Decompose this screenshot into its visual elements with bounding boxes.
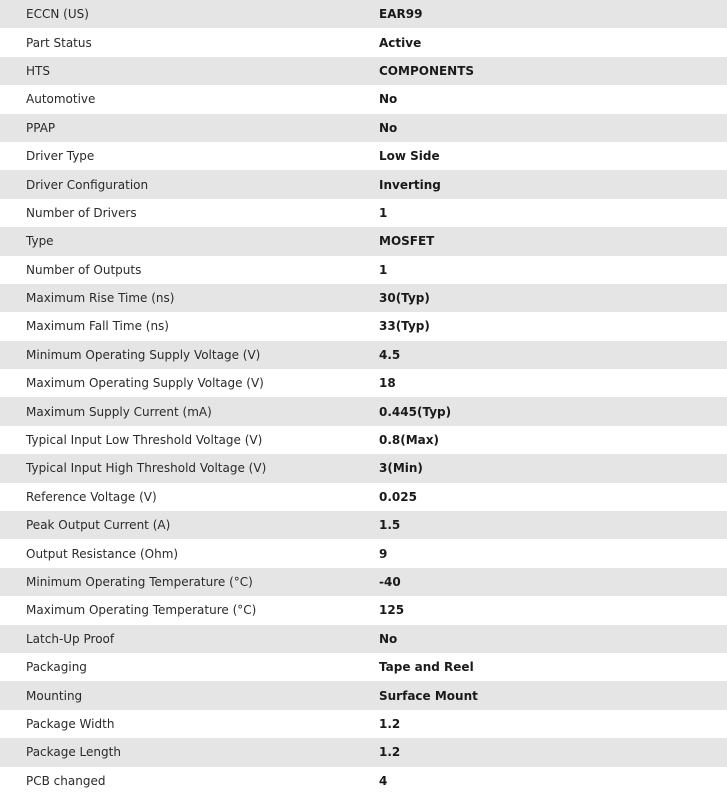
spec-row: [0, 312, 727, 340]
spec-label: Number of Drivers: [26, 205, 137, 220]
spec-label: Reference Voltage (V): [26, 489, 157, 504]
spec-label: Maximum Operating Supply Voltage (V): [26, 376, 264, 391]
spec-row: [0, 170, 727, 198]
spec-value: 125: [379, 603, 405, 618]
spec-label: Output Resistance (Ohm): [26, 546, 179, 561]
spec-label: Typical Input High Threshold Voltage (V): [26, 461, 267, 476]
spec-label: Number of Outputs: [26, 262, 142, 277]
spec-value: 33(Typ): [379, 319, 430, 334]
spec-value: 0.8(Max): [379, 433, 440, 448]
spec-row: [0, 397, 727, 425]
spec-value: 1.2: [379, 716, 401, 731]
spec-row: [0, 653, 727, 681]
spec-row: [0, 426, 727, 454]
spec-row: [0, 85, 727, 113]
spec-row: [0, 28, 727, 56]
spec-label: Driver Configuration: [26, 177, 149, 192]
spec-value: No: [379, 92, 398, 107]
spec-row: [0, 341, 727, 369]
spec-label: Peak Output Current (A): [26, 518, 171, 533]
spec-row: [0, 596, 727, 624]
spec-value: Active: [379, 35, 422, 50]
spec-label: Part Status: [26, 35, 92, 50]
spec-row: [0, 199, 727, 227]
spec-label: ECCN (US): [26, 7, 89, 22]
spec-value: COMPONENTS: [379, 63, 475, 78]
spec-value: No: [379, 120, 398, 135]
spec-value: 3(Min): [379, 461, 423, 476]
spec-value: Tape and Reel: [379, 660, 474, 675]
spec-value: 1: [379, 205, 388, 220]
spec-label: Latch-Up Proof: [26, 631, 115, 646]
spec-value: 1: [379, 262, 388, 277]
spec-row: [0, 681, 727, 709]
spec-label: Packaging: [26, 660, 87, 675]
spec-label: Maximum Operating Temperature (°C): [26, 603, 257, 618]
spec-row: [0, 369, 727, 397]
spec-row: [0, 539, 727, 567]
spec-value: 0.445(Typ): [379, 404, 452, 419]
spec-label: Maximum Supply Current (mA): [26, 404, 212, 419]
spec-label: Maximum Fall Time (ns): [26, 319, 169, 334]
spec-value: 18: [379, 376, 396, 391]
spec-value: No: [379, 631, 398, 646]
spec-value: 30(Typ): [379, 291, 430, 306]
spec-value: 0.025: [379, 489, 417, 504]
spec-label: Driver Type: [26, 149, 95, 164]
spec-value: -40: [379, 575, 401, 589]
spec-label: PCB changed: [26, 773, 106, 788]
spec-row: [0, 114, 727, 142]
spec-value: 4.5: [379, 347, 401, 362]
spec-label: Type: [26, 234, 54, 249]
spec-label: Minimum Operating Supply Voltage (V): [26, 347, 261, 362]
spec-row: [0, 738, 727, 766]
spec-row: [0, 767, 727, 795]
spec-row: [0, 483, 727, 511]
spec-value: Surface Mount: [379, 688, 478, 703]
spec-label: Maximum Rise Time (ns): [26, 291, 175, 306]
spec-value: Inverting: [379, 177, 441, 192]
spec-label: Automotive: [26, 92, 96, 107]
spec-row: [0, 256, 727, 284]
spec-label: HTS: [26, 63, 50, 78]
spec-label: Mounting: [26, 688, 83, 703]
spec-row: [0, 0, 727, 28]
spec-label: Minimum Operating Temperature (°C): [26, 575, 253, 589]
spec-row: [0, 568, 727, 596]
spec-row: [0, 284, 727, 312]
spec-row: [0, 142, 727, 170]
spec-row: [0, 57, 727, 85]
spec-row: [0, 710, 727, 738]
spec-row: [0, 227, 727, 255]
spec-value: MOSFET: [379, 234, 435, 249]
spec-value: 9: [379, 546, 388, 561]
spec-value: 1.5: [379, 518, 401, 533]
spec-label: PPAP: [26, 120, 56, 135]
spec-row: [0, 454, 727, 482]
spec-label: Package Length: [26, 745, 121, 760]
spec-value: Low Side: [379, 149, 440, 164]
spec-label: Package Width: [26, 716, 115, 731]
spec-value: EAR99: [379, 7, 423, 22]
spec-value: 1.2: [379, 745, 401, 760]
spec-label: Typical Input Low Threshold Voltage (V): [26, 433, 263, 448]
spec-row: [0, 511, 727, 539]
spec-value: 4: [379, 773, 388, 788]
spec-row: [0, 625, 727, 653]
